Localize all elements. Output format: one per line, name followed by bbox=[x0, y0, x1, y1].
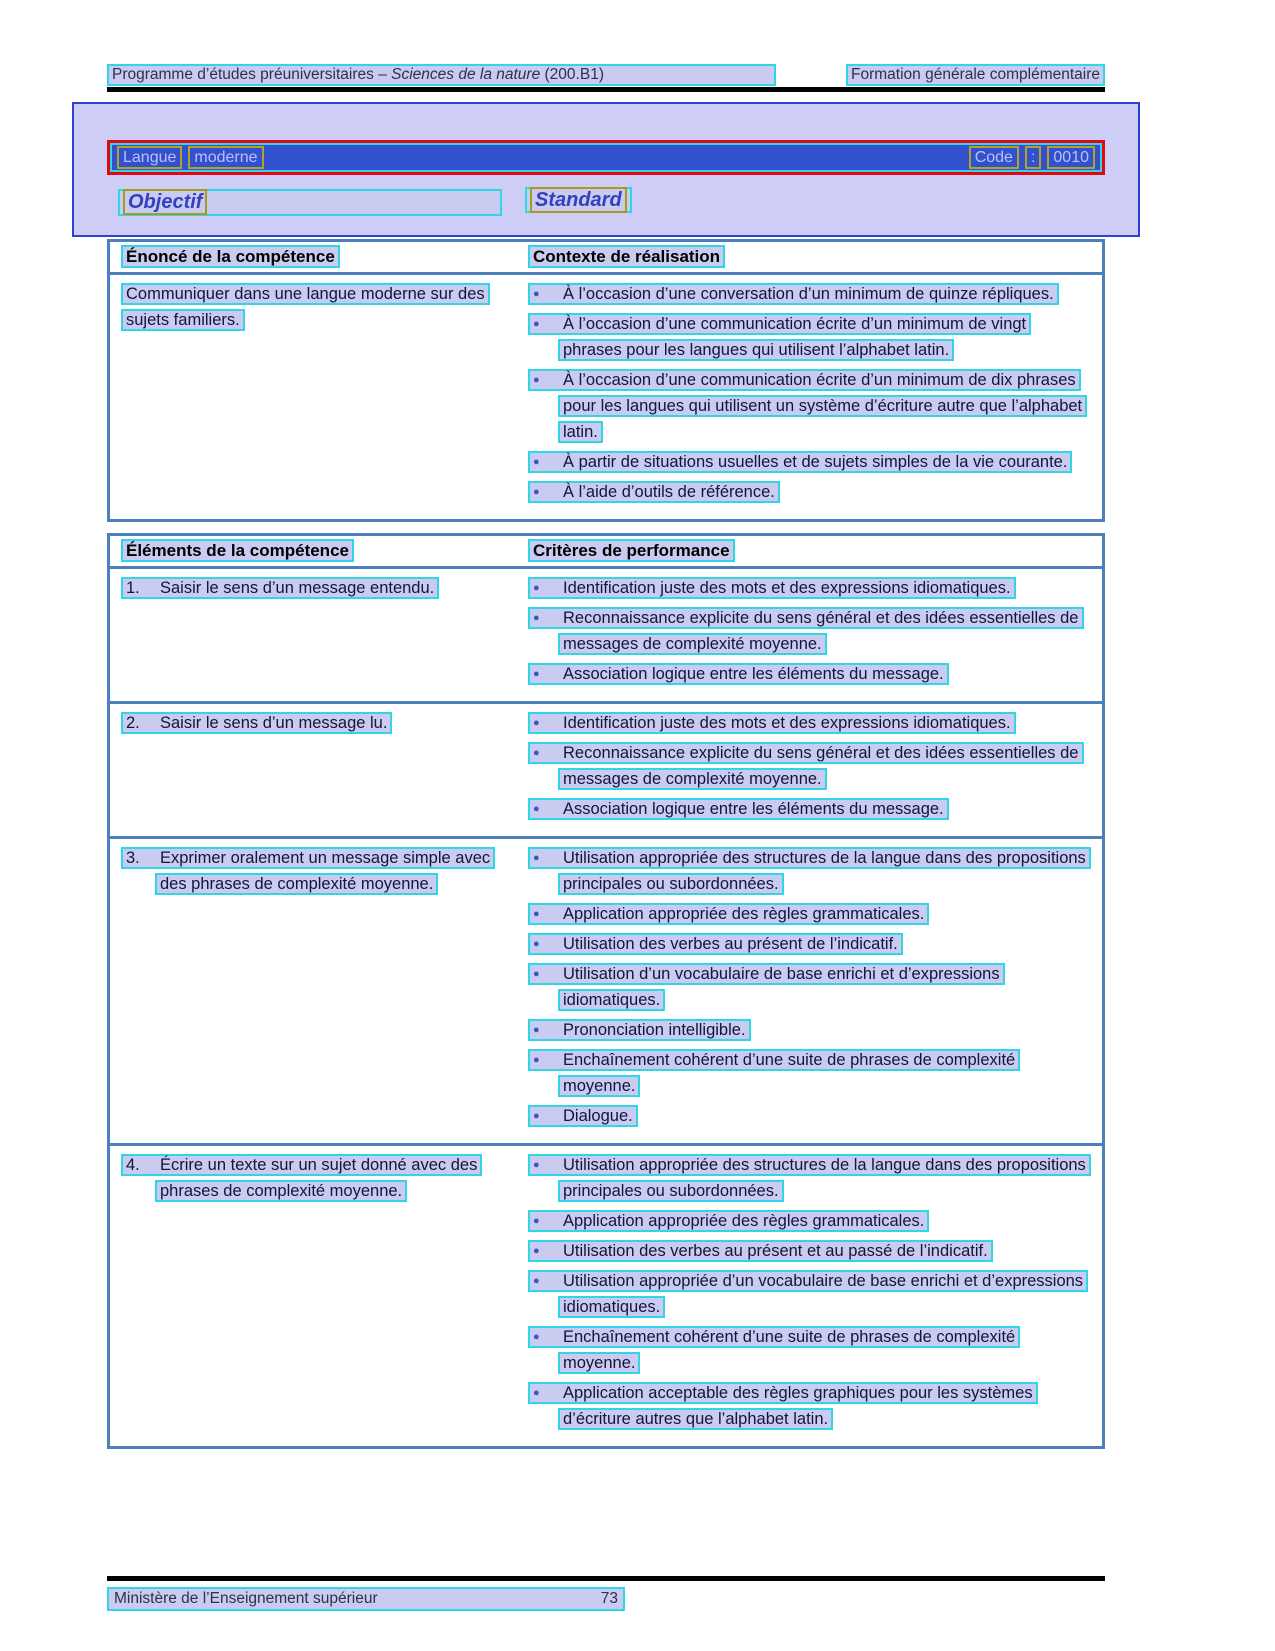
header-rule bbox=[107, 87, 1105, 92]
bullet-icon: ● bbox=[533, 668, 540, 680]
contexte-list bbox=[528, 281, 1088, 505]
bullet-icon: ● bbox=[533, 374, 540, 386]
bullet-icon: ● bbox=[533, 486, 540, 498]
list-item: ● Association logique entre les éléments du message. bbox=[528, 661, 1088, 687]
list-item: ● À l’occasion d’une communication écrite d’un minimum de dix phrases pour les langues qui utilisent un système d’écriture autre que l’alphabet latin. bbox=[528, 367, 1088, 445]
bullet-icon: ● bbox=[533, 803, 540, 815]
page-number: 73 bbox=[600, 1590, 618, 1607]
list-item: ● À l’occasion d’une conversation d’un minimum de quinze répliques. bbox=[528, 281, 1088, 307]
bullet-icon: ● bbox=[533, 1275, 540, 1287]
bullet-icon: ● bbox=[533, 1331, 540, 1343]
page-body bbox=[107, 0, 1105, 1449]
banner-title-word: moderne bbox=[188, 146, 263, 169]
list-item: ● Utilisation des verbes au présent et au passé de l’indicatif. bbox=[528, 1238, 1088, 1264]
table-row bbox=[110, 569, 1102, 701]
header-program-name: Sciences de la nature bbox=[391, 66, 541, 83]
criteres-list bbox=[528, 710, 1088, 822]
list-item: ● Utilisation appropriée d’un vocabulaire de base enrichi et d’expressions idiomatiques. bbox=[528, 1268, 1088, 1320]
list-item: ● À partir de situations usuelles et de sujets simples de la vie courante. bbox=[528, 449, 1088, 475]
bullet-icon: ● bbox=[533, 1159, 540, 1171]
table-row bbox=[110, 275, 1102, 519]
bullet-icon: ● bbox=[533, 938, 540, 950]
bullet-icon: ● bbox=[533, 747, 540, 759]
criteres-header: Critères de performance bbox=[528, 539, 735, 562]
bullet-icon: ● bbox=[533, 456, 540, 468]
competence-table bbox=[107, 239, 1105, 522]
banner-title-word: Langue bbox=[117, 146, 182, 169]
objectif-standard-row bbox=[107, 183, 1105, 226]
footer-bar bbox=[107, 1587, 625, 1611]
criteres-list bbox=[528, 845, 1088, 1129]
header-program-code: (200.B1) bbox=[540, 66, 604, 83]
list-item: ● Association logique entre les éléments du message. bbox=[528, 796, 1088, 822]
banner-code bbox=[969, 146, 1095, 169]
bullet-icon: ● bbox=[533, 908, 540, 920]
banner-code-label: Code bbox=[969, 146, 1019, 169]
elements-table-header bbox=[110, 536, 1102, 569]
table-row bbox=[110, 701, 1102, 836]
element-statement: 1. Saisir le sens d’un message entendu. bbox=[121, 575, 505, 601]
list-item: ● Application appropriée des règles grammaticales. bbox=[528, 1208, 1088, 1234]
objectif-label: Objectif bbox=[123, 189, 207, 215]
list-item: ● Identification juste des mots et des expressions idiomatiques. bbox=[528, 575, 1088, 601]
element-statement: 4. Écrire un texte sur un sujet donné avec des phrases de complexité moyenne. bbox=[121, 1152, 505, 1204]
competence-statement: Communiquer dans une langue moderne sur des sujets familiers. bbox=[121, 281, 505, 333]
element-statement: 3. Exprimer oralement un message simple avec des phrases de complexité moyenne. bbox=[121, 845, 505, 897]
list-item: ● Utilisation d’un vocabulaire de base enrichi et d’expressions idiomatiques. bbox=[528, 961, 1088, 1013]
criteres-list bbox=[528, 575, 1088, 687]
footer-rule bbox=[107, 1576, 1105, 1581]
bullet-icon: ● bbox=[533, 1054, 540, 1066]
header-left bbox=[107, 64, 776, 86]
bullet-icon: ● bbox=[533, 612, 540, 624]
page-footer bbox=[0, 1575, 1275, 1651]
bullet-icon: ● bbox=[533, 1024, 540, 1036]
contexte-header: Contexte de réalisation bbox=[528, 245, 725, 268]
table-row bbox=[110, 1143, 1102, 1446]
footer-ministry: Ministère de l’Enseignement supérieur bbox=[114, 1590, 378, 1607]
list-item: ● À l’occasion d’une communication écrite d’un minimum de vingt phrases pour les langues qui utilisent l’alphabet latin. bbox=[528, 311, 1088, 363]
competence-table-header bbox=[110, 242, 1102, 275]
bullet-icon: ● bbox=[533, 1245, 540, 1257]
list-item: ● Dialogue. bbox=[528, 1103, 1088, 1129]
standard-label: Standard bbox=[530, 187, 627, 213]
list-item: ● Reconnaissance explicite du sens général et des idées essentielles de messages de complexité moyenne. bbox=[528, 605, 1088, 657]
page-header bbox=[107, 0, 1105, 86]
banner-code-value: 0010 bbox=[1047, 146, 1095, 169]
list-item: ● Prononciation intelligible. bbox=[528, 1017, 1088, 1043]
enonce-header: Énoncé de la compétence bbox=[121, 245, 340, 268]
list-item: ● Enchaînement cohérent d’une suite de phrases de complexité moyenne. bbox=[528, 1047, 1088, 1099]
elements-header: Éléments de la compétence bbox=[121, 539, 354, 562]
banner-code-separator: : bbox=[1025, 146, 1041, 169]
list-item: ● Application acceptable des règles graphiques pour les systèmes d’écriture autres que l’alphabet latin. bbox=[528, 1380, 1088, 1432]
bullet-icon: ● bbox=[533, 1215, 540, 1227]
header-right: Formation générale complémentaire bbox=[846, 64, 1105, 86]
title-banner bbox=[107, 140, 1105, 175]
bullet-icon: ● bbox=[533, 318, 540, 330]
criteres-list bbox=[528, 1152, 1088, 1432]
table-row bbox=[110, 836, 1102, 1143]
bullet-icon: ● bbox=[533, 852, 540, 864]
list-item: ● Utilisation des verbes au présent de l’indicatif. bbox=[528, 931, 1088, 957]
bullet-icon: ● bbox=[533, 1110, 540, 1122]
bullet-icon: ● bbox=[533, 582, 540, 594]
list-item: ● Utilisation appropriée des structures de la langue dans des propositions principales ou subordonnées. bbox=[528, 845, 1088, 897]
header-program-text: Programme d’études préuniversitaires – bbox=[112, 66, 392, 83]
list-item: ● Utilisation appropriée des structures de la langue dans des propositions principales ou subordonnées. bbox=[528, 1152, 1088, 1204]
list-item: ● Enchaînement cohérent d’une suite de phrases de complexité moyenne. bbox=[528, 1324, 1088, 1376]
list-item: ● Reconnaissance explicite du sens général et des idées essentielles de messages de complexité moyenne. bbox=[528, 740, 1088, 792]
bullet-icon: ● bbox=[533, 288, 540, 300]
element-statement: 2. Saisir le sens d’un message lu. bbox=[121, 710, 505, 736]
title-panel bbox=[72, 102, 1140, 237]
banner-title bbox=[117, 146, 264, 169]
bullet-icon: ● bbox=[533, 1387, 540, 1399]
list-item: ● À l’aide d’outils de référence. bbox=[528, 479, 1088, 505]
bullet-icon: ● bbox=[533, 717, 540, 729]
list-item: ● Application appropriée des règles grammaticales. bbox=[528, 901, 1088, 927]
list-item: ● Identification juste des mots et des expressions idiomatiques. bbox=[528, 710, 1088, 736]
title-banner-inner bbox=[110, 143, 1102, 172]
standard-heading bbox=[525, 187, 632, 213]
bullet-icon: ● bbox=[533, 968, 540, 980]
objectif-heading bbox=[118, 189, 502, 216]
elements-table bbox=[107, 533, 1105, 1449]
